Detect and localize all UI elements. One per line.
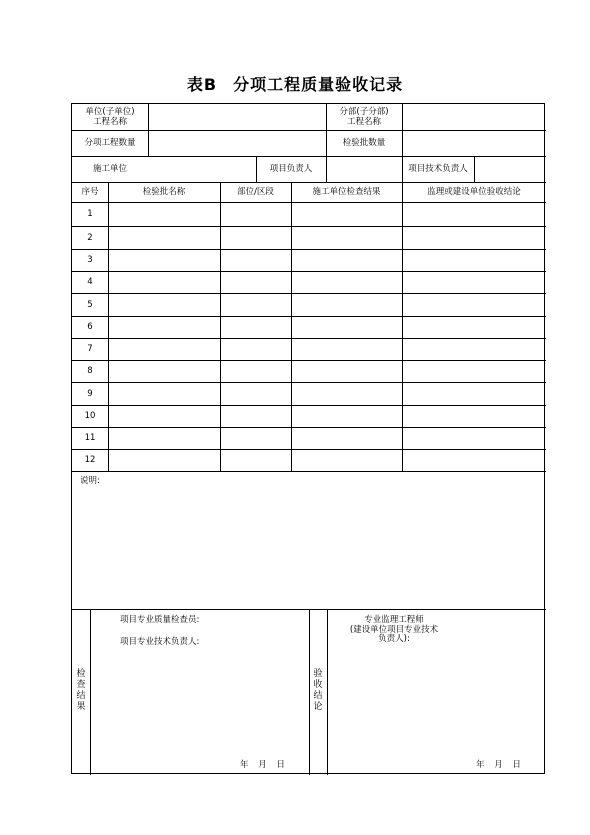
column-header: 序号	[81, 187, 99, 197]
quantity-field[interactable]	[149, 131, 325, 155]
quality-inspector-label: 项目专业质量检查员:	[120, 615, 200, 625]
divider	[72, 249, 546, 250]
row-number: 7	[87, 344, 93, 354]
divider	[72, 316, 546, 317]
construction-unit-label: 施工单位	[92, 164, 127, 174]
supervisor-line2: (建设单位项目专业技术	[349, 624, 439, 635]
row-number: 6	[87, 322, 93, 332]
subunit-label-line2: 工程名称	[346, 117, 381, 127]
row-number: 9	[87, 388, 93, 399]
unit-label-line2: 工程名称	[92, 117, 127, 127]
row-number: 5	[87, 299, 93, 310]
row-number: 1	[87, 209, 93, 219]
divider	[72, 338, 546, 339]
project-manager-field[interactable]	[327, 157, 401, 181]
divider	[291, 182, 292, 471]
acceptance-label: 验收结论	[313, 669, 323, 712]
divider	[108, 182, 109, 471]
inspection-form	[71, 103, 545, 774]
column-header: 监理或建设单位验收结论	[427, 187, 521, 197]
divider	[309, 609, 310, 775]
divider	[72, 427, 546, 428]
divider	[220, 182, 221, 471]
notes-field[interactable]	[76, 490, 542, 604]
divider	[402, 182, 403, 471]
subunit-name-label	[326, 104, 402, 130]
divider	[72, 471, 546, 472]
tech-manager-label: 项目技术负责人	[408, 164, 468, 174]
project-manager-label: 项目负责人	[269, 164, 313, 174]
column-header: 部位/区段	[237, 187, 274, 197]
column-header: 检验批名称	[142, 187, 186, 197]
date-right: 年 月 日	[476, 760, 521, 770]
row-number: 2	[87, 232, 93, 243]
form-name: 分项工程质量验收记录	[233, 75, 404, 94]
divider	[327, 609, 328, 775]
construction-unit-field[interactable]	[149, 157, 255, 181]
divider	[72, 405, 546, 406]
tech-manager-field[interactable]	[475, 157, 543, 181]
batch-count-field[interactable]	[403, 131, 543, 155]
divider	[72, 293, 546, 294]
date-left: 年 月 日	[240, 760, 285, 770]
divider	[90, 609, 91, 775]
supervisor-block	[334, 616, 454, 645]
unit-name-field[interactable]	[149, 105, 325, 129]
row-number: 10	[84, 411, 96, 421]
row-number: 3	[87, 255, 93, 265]
notes-label: 说明:	[80, 476, 100, 486]
divider	[72, 202, 546, 203]
divider	[72, 382, 546, 383]
divider	[72, 271, 546, 272]
page-title	[0, 72, 590, 95]
row-number: 12	[84, 455, 96, 465]
unit-name-label	[72, 104, 148, 130]
supervisor-line1: 专业监理工程师	[364, 615, 424, 625]
check-result-label: 检查结果	[76, 669, 86, 712]
divider	[72, 449, 546, 450]
divider	[72, 360, 546, 361]
supervisor-line3: 负责人):	[378, 634, 410, 644]
row-number: 11	[84, 433, 96, 443]
column-header: 施工单位检查结果	[312, 187, 381, 197]
form-code: 表B	[186, 75, 218, 94]
quantity-label: 分项工程数量	[84, 138, 136, 148]
batch-count-label: 检验批数量	[342, 138, 386, 148]
row-number: 4	[87, 277, 93, 287]
row-number: 8	[87, 366, 93, 376]
subunit-label-line1: 分部(子分部)	[339, 107, 389, 117]
unit-label-line1: 单位(子单位)	[85, 107, 135, 117]
subunit-name-field[interactable]	[403, 105, 543, 129]
tech-manager-sign-label: 项目专业技术负责人:	[120, 637, 200, 647]
divider	[72, 226, 546, 227]
